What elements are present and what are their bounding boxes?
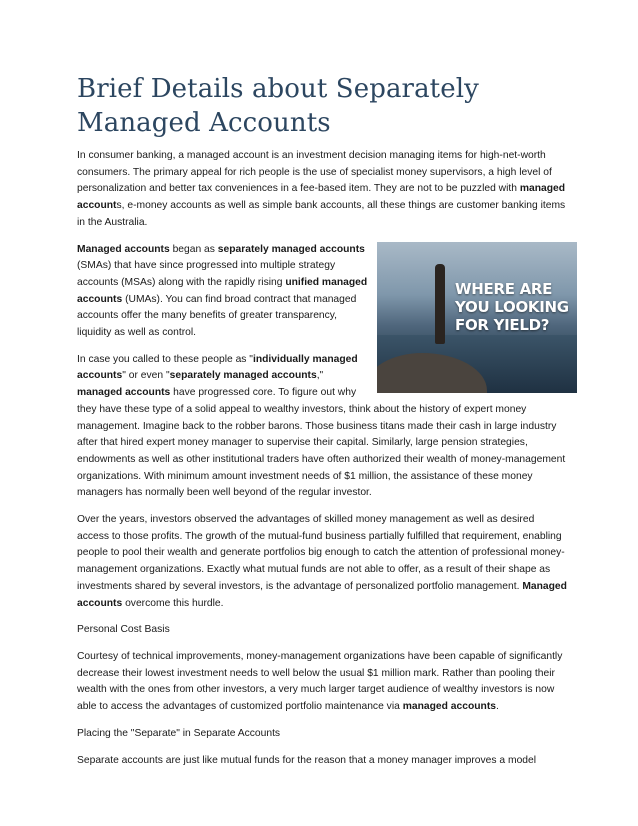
bold-term: Managed accounts — [77, 243, 170, 255]
text-run: In case you called to these people as " — [77, 353, 253, 365]
paragraph-cost-basis — [77, 649, 567, 716]
text-run: In consumer banking, a managed account is an investment decision managing items for high-net-worth consumers. The primary appeal for rich people is the use of specialist money supervisors, a high level of personalization and better tax conveniences in a fee-based item. They are not to be puzzled with — [77, 150, 552, 195]
bold-term: separately managed accounts — [169, 370, 317, 382]
bold-term: individually managed accounts — [77, 353, 358, 382]
bold-term: Managed accounts — [77, 580, 567, 609]
text-run: (UMAs). You can find broad contract that managed accounts offer the many benefits of greater transparency, liquidity as well as control. — [77, 293, 357, 339]
page-title: Brief Details about Separately Managed Accounts — [77, 74, 479, 138]
section-heading-separate: Placing the "Separate" in Separate Accounts — [77, 727, 281, 739]
intro-paragraph — [77, 148, 567, 232]
text-run: Courtesy of technical improvements, money-management organizations have been capable of significantly decrease their lowest investment needs to well below the usual $1 million mark. Rather than pooling their wealth with the ones from other investors, a very much larger target audience of wealthy investors is now able to access the advantages of customized portfolio maintenance via — [77, 650, 563, 713]
text-run: " or even " — [122, 370, 170, 382]
yield-photo — [377, 242, 577, 393]
photo-headline: WHERE ARE YOU LOOKING FOR YIELD? — [455, 279, 569, 334]
paragraph-mutual-funds — [77, 512, 567, 612]
paragraph-separate: Separate accounts are just like mutual funds for the reason that a money manager improves a model — [77, 754, 537, 766]
person-silhouette — [435, 264, 445, 344]
section-heading-cost-basis: Personal Cost Basis — [77, 624, 170, 636]
document-page — [77, 72, 567, 779]
text-run: have progressed core. To figure out why they have these type of a solid appeal to wealthy investors, think about the history of expert money management. Imagine back to the robber barons. Those business titans made their cash in large industry after that hired expert money manager to supervise their capital. Similarly, large pension strategies, endowments as well as other institutional traders have often authorized their wealth of money-management organizations. With minimum amount investment needs of $1 million, the assistance of these money managers has normally been well beyond of the regular investor. — [77, 387, 566, 499]
bold-term: managed account — [77, 183, 566, 212]
text-run: overcome this hurdle. — [122, 597, 224, 609]
bold-term: unified managed accounts — [77, 276, 368, 305]
text-run: . — [495, 701, 499, 713]
text-run: (SMAs) that have since progressed into multiple strategy accounts (MSAs) along with the rapidly rising — [77, 260, 336, 288]
bold-term: managed accounts — [402, 701, 496, 713]
text-run: s, e-money accounts as well as simple bank accounts, all these things are customer banking items in the Australia. — [77, 200, 566, 228]
text-run: began as — [169, 243, 218, 255]
text-run: Over the years, investors observed the advantages of skilled money management as well as desired access to those profits. The growth of the mutual-fund business partially fulfilled that requirement, enabling people to pool their wealth and generate portfolios big enough to catch the attention of professional money-management organizations. Exactly what mutual funds are not able to offer, as a result of their shape as investments shared by several investors, is the advantage of personalized portfolio management. — [77, 514, 565, 592]
text-run: ," — [316, 370, 324, 382]
bold-term: managed accounts — [77, 387, 171, 399]
bold-term: separately managed accounts — [217, 243, 365, 255]
